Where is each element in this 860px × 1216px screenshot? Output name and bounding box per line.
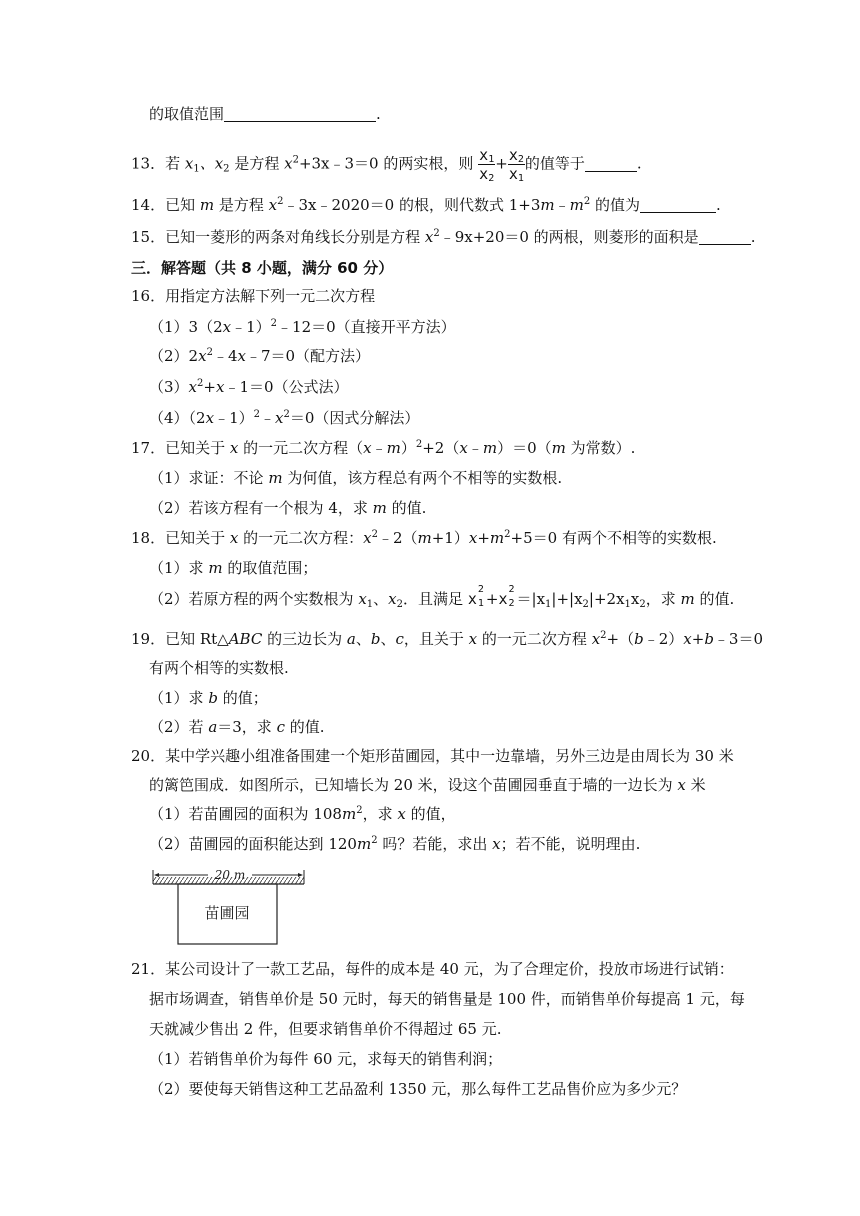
q17-part-2: （2）若该方程有一个根为 4，求 m 的值.: [149, 499, 427, 517]
q19-part-1: （1）求 b 的值；: [149, 689, 268, 707]
q18-part-1: （1）求 m 的取值范围；: [149, 559, 318, 577]
q21-part-2: （2）要使每天销售这种工艺品盈利 1350 元，那么每件工艺品售价应为多少元？: [149, 1080, 687, 1098]
arrow-right-icon: [298, 873, 303, 877]
garden-label: 苗圃园: [204, 904, 250, 922]
q21-part-1: （1）若销售单价为每件 60 元，求每天的销售利润；: [149, 1050, 503, 1068]
q16-item-3: $(3)x^2+x﹣1=0$（公式法）: [149, 378, 349, 396]
question-15: 15．已知一菱形的两条对角线长分别是方程 $x^2﹣9x+20=0$ 的两根，则菱形的面积是 .: [131, 228, 756, 246]
q20-part-2: （2）苗圃园的面积能达到 $120m^2$ 吗？若能，求出 x；若不能，说明理由.: [149, 835, 641, 853]
question-16: 16．用指定方法解下列一元二次方程: [131, 287, 376, 305]
answer-blank: [640, 196, 716, 213]
range-line: 的取值范围 .: [149, 105, 381, 123]
q19-part-2: （2）若 a＝3，求 c 的值.: [149, 718, 325, 736]
q18-part-2: （2）若原方程的两个实数根为 $x_1$、$x_2$．且满足 x 2 1 +x 2 2 $=|x_1|+|x_2|+2x_1x_2$，求 m 的值.: [149, 584, 735, 610]
q21-line-2: 据市场调查，销售单价是 50 元时，每天的销售量是 100 件，而销售单价每提高 1 元，每: [149, 990, 745, 1008]
q16-item-1: （1）3（2x﹣1）$^2$﹣12＝0（直接开平方法）: [149, 318, 456, 336]
answer-blank: [699, 228, 751, 245]
x1-squared: x 2 1: [467, 584, 484, 609]
question-14: 14．已知 m 是方程 $x^2﹣3x﹣2020=0$ 的根，则代数式 $1+3m﹣m^2$ 的值为 .: [131, 196, 721, 214]
section-heading: 三．解答题（共 8 小题，满分 60 分）: [131, 259, 394, 277]
question-17: 17．已知关于 x 的一元二次方程（x﹣m）$^2$+2（x﹣m）＝0（m 为常数）.: [131, 439, 636, 457]
q17-part-1: （1）求证：不论 m 为何值，该方程总有两个不相等的实数根.: [149, 469, 563, 487]
garden-diagram: [150, 868, 310, 948]
question-13: 13．若 $x_1$、$x_2$ 是方程 $x^2+3x﹣3=0$ 的两实根，则 $\frac{x_1}{x_2}$ + $\frac{x_2}{x_1}$ 的值等于 .: [131, 146, 642, 184]
q20-line-2: 的篱笆围成．如图所示，已知墙长为 20 米，设这个苗圃园垂直于墙的一边长为 x 米: [149, 776, 706, 794]
question-20: 20．某中学兴趣小组准备围建一个矩形苗圃园，其中一边靠墙，另外三边是由周长为 30 米: [131, 747, 734, 765]
garden-figure: [150, 868, 310, 952]
wall-length-label: 20 m: [214, 868, 246, 882]
q20-part-1: （1）若苗圃园的面积为 $108m^2$，求 x 的值，: [149, 805, 456, 823]
fraction-x1-over-x2: $\frac{x_1}{x_2}$: [479, 146, 495, 184]
answer-blank: [224, 105, 376, 122]
x2-squared: x 2 2: [498, 584, 515, 609]
question-19: 19．已知 Rt△ABC 的三边长为 a、b、c，且关于 x 的一元二次方程 $x^2+(b﹣2)x+b﹣3=0$: [131, 630, 764, 648]
question-21: 21．某公司设计了一款工艺品，每件的成本是 40 元，为了合理定价，投放市场进行试销：: [131, 960, 734, 978]
q16-item-2: $(2)2x^2﹣4x﹣7=0$（配方法）: [149, 347, 371, 365]
q16-item-4: $(4)(2x﹣1)^2﹣x^2=0$（因式分解法）: [149, 409, 420, 427]
fraction-x2-over-x1: $\frac{x_2}{x_1}$: [508, 146, 524, 184]
answer-blank: [585, 155, 637, 172]
arrow-left-icon: [154, 873, 159, 877]
q21-line-3: 天就减少售出 2 件，但要求销售单价不得超过 65 元.: [149, 1020, 502, 1038]
q19-line-2: 有两个相等的实数根.: [149, 659, 289, 677]
question-18: 18．已知关于 x 的一元二次方程：$x^2﹣2(m+1)x+m^2+5=0$ 有两个不相等的实数根.: [131, 529, 717, 547]
